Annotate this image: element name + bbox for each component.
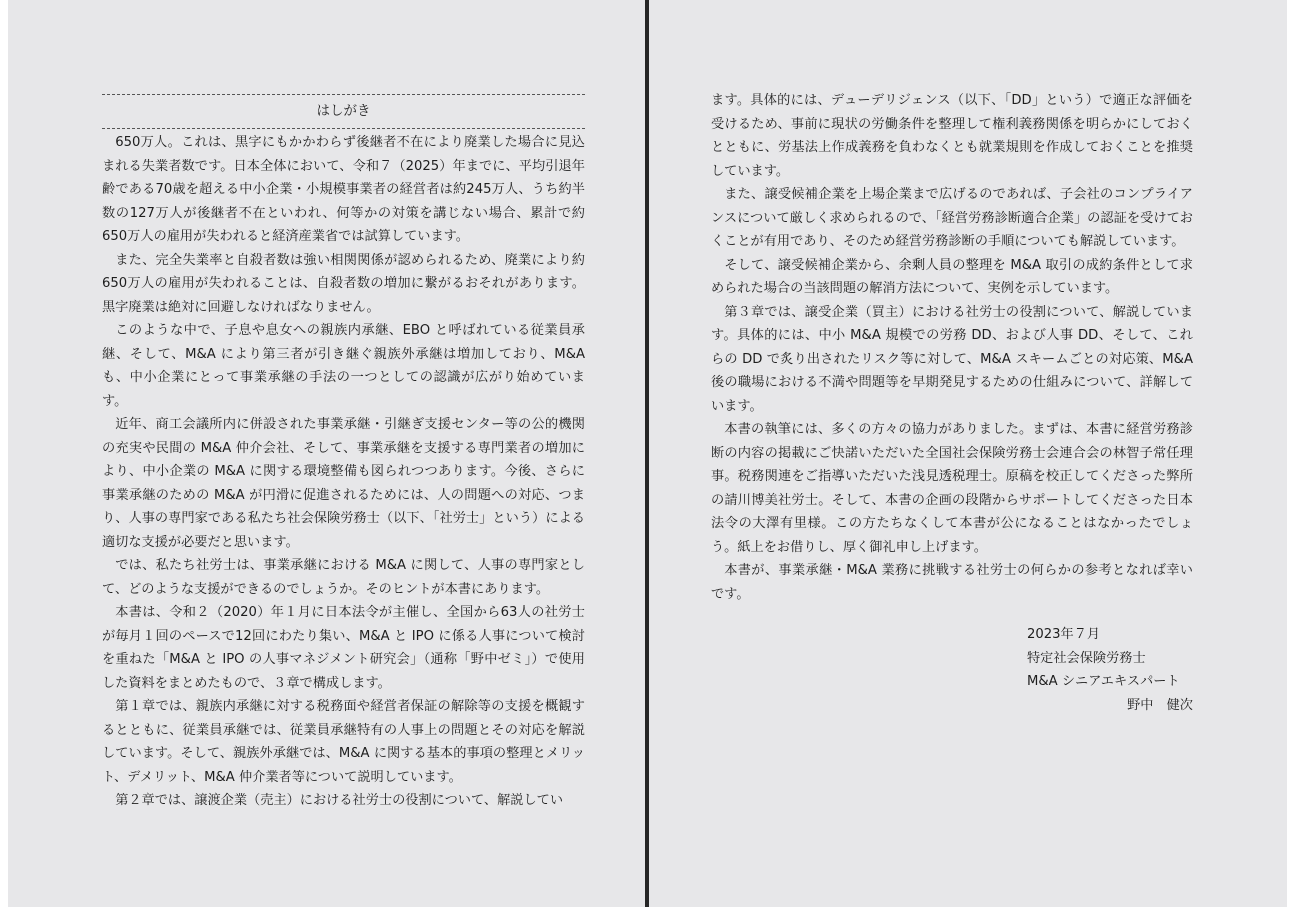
page-heading: はしがき (316, 103, 371, 119)
signature-title-2: M&A シニアエキスパート (1027, 674, 1180, 689)
left-text-column (102, 0, 585, 813)
paragraph: このような中で、子息や息女への親族内承継、EBO と呼ばれている従業員承継、そして、M&A により第三者が引き継ぐ親族外承継は増加しており、M&A も、中小企業にとって事業承継の手法の一つとしての認識が広がり始めています。 (102, 323, 585, 409)
left-body (102, 131, 585, 813)
right-page (649, 0, 1287, 907)
heading-block (102, 0, 585, 129)
paragraph: 近年、商工会議所内に併設された事業承継・引継ぎ支援センター等の公的機関の充実や民間の M&A 仲介会社、そして、事業承継を支援する専門業者の増加により、中小企業の M&A に関する環境整備も図られつつあります。今後、さらに事業承継のための M&A が円滑に促進されるためには、人の問題への対応、つまり、人事の専門家である私たち社会保険労務士（以下、「社労士」という）による適切な支援が必要だと思います。 (102, 417, 585, 550)
right-body (711, 0, 1193, 606)
paragraph: 650万人。これは、黒字にもかかわらず後継者不在により廃業した場合に見込まれる失業者数です。日本全体において、令和７（2025）年までに、平均引退年齢である70歳を超える中小企業・小規模事業者の経営者は約245万人、うち約半数の127万人が後継者不在といわれ、何等かの対策を講じない場合、累計で約650万人の雇用が失われると経済産業省では試算しています。 (102, 135, 585, 244)
paragraph: 第２章では、譲渡企業（売主）における社労士の役割について、解説してい (115, 793, 564, 808)
continued-paragraph: ます。具体的には、デューデリジェンス（以下、「DD」という）で適正な評価を受けるため、事前に現状の労働条件を整理して権利義務関係を明らかにしておくとともに、労基法上作成義務を負わなくとも就業規則を作成しておくことを推奨しています。 (711, 93, 1193, 179)
paragraph: 第３章では、譲受企業（買主）における社労士の役割について、解説しています。具体的には、中小 M&A 規模での労務 DD、および人事 DD、そして、これらの DD で炙り出されたリスク等に対して、M&A スキームごとの対応策、M&A 後の職場における不満や問題等を早期発見するための仕組みについて、詳解しています。 (711, 304, 1193, 414)
paragraph: では、私たち社労士は、事業承継における M&A に関して、人事の専門家として、どのような支援ができるのでしょうか。そのヒントが本書にあります。 (102, 558, 585, 597)
signature-block (1027, 623, 1193, 717)
right-text-column (711, 0, 1193, 717)
paragraph: 第１章では、親族内承継に対する税務面や経営者保証の解除等の支援を概観するとともに、従業員承継では、従業員承継特有の人事上の問題とその対応を解説しています。そして、親族外承継では、M&A に関する基本的事項の整理とメリット、デメリット、M&A 仲介業者等について説明しています。 (102, 699, 585, 785)
signature-title-1: 特定社会保険労務士 (1027, 650, 1146, 666)
signature-date: 2023年７月 (1027, 627, 1101, 642)
paragraph: また、譲受候補企業を上場企業まで広げるのであれば、子会社のコンプライアンスについて厳しく求められるので、「経営労務診断適合企業」の認証を受けておくことが有用であり、そのため経営労務診断の手順についても解説しています。 (711, 187, 1193, 249)
left-page (8, 0, 645, 907)
paragraph: また、完全失業率と自殺者数は強い相関関係が認められるため、廃業により約650万人の雇用が失われることは、自殺者数の増加に繋がるおそれがあります。黒字廃業は絶対に回避しなければなりません。 (102, 252, 585, 315)
heading-bottom-rule (102, 128, 585, 129)
paragraph: そして、譲受候補企業から、余剰人員の整理を M&A 取引の成約条件として求められた場合の当該問題の解消方法について、実例を示しています。 (711, 257, 1193, 296)
paragraph: 本書は、令和２（2020）年１月に日本法令が主催し、全国から63人の社労士が毎月１回のペースで12回にわたり集い、M&A と IPO に係る人事について検討を重ねた「M&A と IPO の人事マネジメント研究会」（通称「野中ゼミ」）で使用した資料をまとめたもので、３章で構成します。 (102, 605, 585, 691)
paragraph: 本書が、事業承継・M&A 業務に挑戦する社労士の何らかの参考となれば幸いです。 (711, 563, 1193, 602)
paragraph: 本書の執筆には、多くの方々の協力がありました。まずは、本書に経営労務診断の内容の掲載にご快諾いただいた全国社会保険労務士会連合会の林智子常任理事。税務関連をご指導いただいた浅見透税理士。原稿を校正してくださった弊所の請川博美社労士。そして、本書の企画の段階からサポートしてくださった日本法令の大澤有里様。この方たちなくして本書が公になることはなかったでしょう。紙上をお借りし、厚く御礼申し上げます。 (711, 422, 1193, 555)
signature-name: 野中 健次 (1127, 697, 1193, 713)
